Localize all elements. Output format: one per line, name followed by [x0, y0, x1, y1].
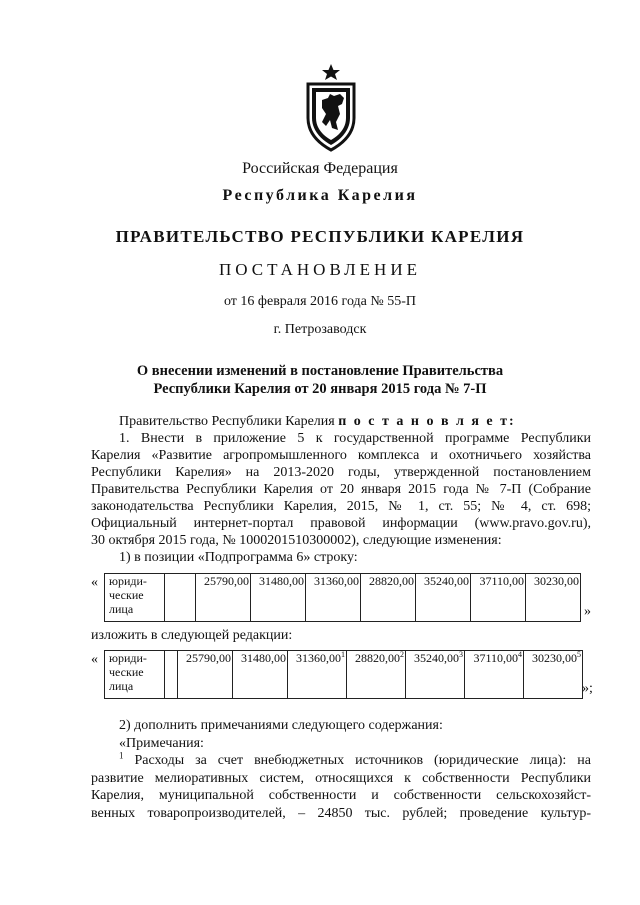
table-new-open-quote: « — [91, 652, 98, 667]
para1-line-4: Правительства Республики Карелия от 20 января 2015 года № 7-П (Собрание — [91, 482, 591, 497]
footnote-marker: 4 — [518, 650, 522, 659]
government-title: ПРАВИТЕЛЬСТВО РЕСПУБЛИКИ КАРЕЛИЯ — [115, 227, 525, 246]
row-label-line: ческие — [109, 588, 144, 602]
para1-line-3: Республики Карелия» на 2013-2020 годы, утвержденной постановлением — [91, 465, 591, 480]
table-cell-value: 28820,00 — [361, 574, 416, 622]
country-name: Российская Федерация — [242, 160, 398, 177]
karelia-coat-of-arms-icon — [300, 62, 362, 152]
para1-line-7: 30 октября 2015 года, № 1000201510300002), следующие изменения: — [91, 533, 502, 548]
table-cell-value — [465, 651, 524, 699]
table-cell-empty — [165, 651, 178, 699]
item-1: 1) в позиции «Подпрограмма 6» строку: — [119, 550, 358, 565]
intro-line — [91, 413, 591, 430]
table-old — [104, 573, 581, 622]
footnote-1-line: венных товаропроизводителей, – 24850 тыс. рублей; проведение культур- — [91, 805, 591, 821]
item-2: 2) дополнить примечаниями следующего содержания: — [119, 718, 443, 733]
footnote-1-first-line — [91, 752, 591, 770]
row-label-line: лица — [109, 602, 134, 616]
para1-line-1: 1. Внести в приложение 5 к государственной программе Республики — [119, 431, 591, 446]
subject-line-2: Республики Карелия от 20 января 2015 года № 7-П — [153, 381, 487, 397]
row-label-line: лица — [109, 679, 134, 693]
body-paragraph-1 — [91, 413, 591, 566]
table-cell-value — [347, 651, 406, 699]
para1-line-2: Карелия «Развитие агропромышленного комплекса и охотничьего хозяйства — [91, 448, 591, 463]
footnote-text: Расходы за счет внебюджетных источников (юридические лица): на — [123, 753, 591, 768]
row-label-line: юриди- — [109, 574, 147, 588]
table-old-open-quote: « — [91, 575, 98, 590]
table-new — [104, 650, 583, 699]
table-new-close-quote: »; — [582, 681, 593, 696]
table-cell-value: 35240,00 — [416, 574, 471, 622]
intro-decrees: п о с т а н о в л я е т: — [338, 414, 516, 429]
table-cell-value — [233, 651, 288, 699]
table-cell-value — [524, 651, 583, 699]
cell-value: 37110,00 — [473, 651, 518, 665]
document-type: ПОСТАНОВЛЕНИЕ — [218, 260, 421, 279]
row-label-line: юриди- — [109, 651, 147, 665]
document-subject — [0, 362, 640, 398]
row-label — [105, 651, 165, 699]
document-city: г. Петрозаводск — [273, 322, 367, 337]
cell-value: 31480,00 — [241, 651, 286, 665]
cell-value: 28820,00 — [355, 651, 400, 665]
footnote-1-line: развитие мелиоративных систем, относящихся к собственности Республики — [91, 770, 591, 786]
table-cell-value: 37110,00 — [471, 574, 526, 622]
notes-section — [91, 717, 591, 822]
footnote-number: 1 — [119, 750, 124, 761]
table-cell-value — [288, 651, 347, 699]
table-cell-value: 30230,00 — [526, 574, 581, 622]
document-date-number: от 16 февраля 2016 года № 55-П — [223, 294, 417, 309]
para1-line-5: законодательства Республики Карелия, 2015, № 1, ст. 55; № 4, ст. 698; — [91, 499, 591, 514]
intro-text: Правительство Республики Карелия — [119, 414, 339, 429]
table-cell-empty — [165, 574, 196, 622]
table-row — [105, 651, 583, 699]
footnote-marker: 5 — [577, 650, 581, 659]
cell-value: 25790,00 — [186, 651, 231, 665]
footnote-marker: 1 — [341, 650, 345, 659]
footnote-1-line: Карелия, муниципальной собственности и собственности сельскохозяйст- — [91, 788, 591, 803]
restate-line: изложить в следующей редакции: — [91, 628, 293, 643]
table-cell-value: 31360,00 — [306, 574, 361, 622]
cell-value: 30230,00 — [532, 651, 577, 665]
footnote-marker: 2 — [400, 650, 404, 659]
table-cell-value — [406, 651, 465, 699]
cell-value: 31360,00 — [296, 651, 341, 665]
table-row — [105, 574, 581, 622]
para1-line-6: Официальный интернет-портал правовой информации (www.pravo.gov.ru), — [91, 516, 591, 531]
table-cell-value: 31480,00 — [251, 574, 306, 622]
row-label-line: ческие — [109, 665, 144, 679]
table-cell-value — [178, 651, 233, 699]
row-label — [105, 574, 165, 622]
cell-value: 35240,00 — [414, 651, 459, 665]
subject-line-1: О внесении изменений в постановление Правительства — [136, 363, 504, 379]
footnote-marker: 3 — [459, 650, 463, 659]
table-cell-value: 25790,00 — [196, 574, 251, 622]
republic-name: Республика Карелия — [222, 187, 418, 204]
table-old-close-quote: » — [584, 604, 591, 619]
notes-heading: «Примечания: — [119, 735, 204, 751]
